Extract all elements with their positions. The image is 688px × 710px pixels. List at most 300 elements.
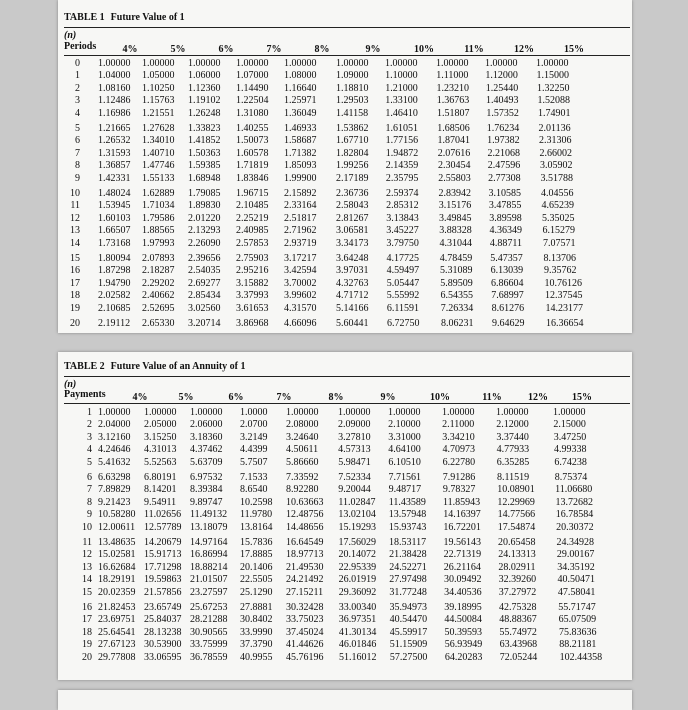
table-cell: 22.95339 [338, 561, 377, 573]
rate-header: 5% [170, 44, 186, 55]
table-cell: 1.58687 [284, 135, 317, 147]
table-cell: 2.18287 [142, 265, 175, 277]
table-cell: 5.7507 [240, 456, 268, 468]
table-cell: 8.14201 [144, 484, 177, 496]
table-cell: 4.78459 [439, 253, 473, 264]
row-period: 1 [75, 70, 80, 82]
table-cell: 34.40536 [444, 586, 482, 598]
table-cell: 6.74238 [554, 456, 587, 468]
table-cell: 1.40710 [142, 147, 175, 159]
table-cell: 1.00000 [286, 407, 319, 418]
table-cell: 21.38428 [389, 549, 427, 561]
table-cell: 17.71298 [144, 561, 182, 573]
table2-name: Future Value of an Annuity of 1 [110, 361, 246, 372]
table-cell: 13.02104 [338, 509, 376, 521]
table-cell: 12.37545 [545, 290, 583, 302]
table-cell: 1.61051 [385, 123, 418, 134]
table-cell: 2.36736 [336, 188, 369, 199]
table2-top-rule [64, 376, 630, 377]
table-cell: 6.54355 [440, 290, 473, 302]
table-cell: 6.97532 [190, 472, 223, 483]
table-cell: 42.75328 [499, 602, 537, 613]
table-cell: 55.74972 [499, 626, 537, 638]
table-cell: 2.09000 [338, 419, 371, 431]
table-cell: 15.7836 [240, 537, 273, 548]
table-cell: 28.02911 [498, 561, 536, 573]
table-cell: 102.44358 [559, 651, 603, 663]
table-cell: 5.98471 [338, 456, 371, 468]
table-cell: 33.75023 [286, 614, 324, 626]
table-cell: 3.06581 [336, 225, 369, 237]
table-cell: 1.71382 [284, 147, 317, 159]
table-cell: 1.25971 [284, 95, 317, 107]
table-cell: 29.36092 [338, 586, 377, 598]
table-cell: 2.40985 [236, 225, 269, 237]
rate-header: 7% [276, 392, 292, 403]
table-cell: 3.51788 [540, 172, 573, 184]
table-cell: 6.22780 [442, 456, 476, 468]
table-cell: 2.33164 [284, 200, 317, 212]
table-cell: 10.08901 [497, 484, 535, 496]
table-cell: 9.48717 [388, 484, 422, 496]
rate-header: 4% [122, 44, 138, 55]
rate-header: 6% [228, 392, 244, 403]
table-cell: 3.42594 [284, 265, 317, 277]
table-cell: 1.00000 [236, 58, 269, 69]
table-cell: 1.68506 [437, 123, 470, 134]
table-cell: 3.10585 [488, 188, 521, 199]
row-period: 4 [87, 444, 92, 456]
table-cell: 24.13313 [498, 549, 536, 561]
table-cell: 1.11000 [436, 70, 469, 82]
row-period: 0 [75, 58, 80, 69]
row-period: 5 [87, 456, 92, 468]
row-period: 10 [82, 521, 92, 533]
table-cell: 40.54470 [389, 614, 428, 626]
table-cell: 22.5505 [240, 574, 273, 586]
table-cell: 3.12160 [98, 431, 131, 443]
row-period: 3 [87, 431, 92, 443]
table-cell: 1.00000 [144, 407, 177, 418]
table-cell: 3.47855 [488, 200, 522, 212]
table-cell: 1.16640 [284, 82, 317, 94]
table-cell: 1.73168 [98, 237, 131, 249]
table2-header-rule [64, 403, 630, 404]
rate-header: 5% [178, 392, 194, 403]
table-cell: 12.00611 [98, 521, 136, 533]
table-cell: 20.02359 [98, 586, 136, 598]
table-cell: 23.69751 [98, 614, 136, 626]
table-cell: 8.6540 [240, 484, 268, 496]
table-cell: 16.78584 [555, 509, 594, 521]
table-cell: 2.10485 [236, 200, 269, 212]
table-cell: 1.00000 [284, 58, 317, 69]
table-cell: 15.19293 [338, 521, 376, 533]
table-cell: 11.49132 [190, 509, 228, 521]
table-cell: 4.32763 [336, 277, 369, 289]
table-cell: 40.9955 [240, 651, 273, 663]
table-cell: 1.36049 [284, 107, 317, 119]
rate-header: 8% [314, 44, 330, 55]
row-period: 17 [82, 614, 92, 626]
table-cell: 2.15000 [553, 419, 586, 431]
table2-title [64, 361, 246, 372]
table-cell: 4.64100 [388, 444, 421, 456]
row-period: 16 [70, 265, 80, 277]
table-cell: 1.32250 [537, 82, 570, 94]
table-cell: 4.36349 [489, 225, 523, 237]
table-cell: 51.15909 [389, 639, 428, 651]
table-cell: 2.12000 [496, 419, 529, 431]
table-cell: 1.52088 [537, 95, 570, 107]
table-cell: 1.46410 [385, 107, 418, 119]
table-cell: 30.8402 [240, 614, 273, 626]
table-cell: 5.86660 [286, 456, 319, 468]
table1-header-rule [64, 55, 630, 56]
table-cell: 1.48024 [98, 188, 131, 199]
table-cell: 30.32428 [286, 602, 324, 613]
table-cell: 9.21423 [98, 496, 131, 508]
table-cell: 1.10000 [385, 70, 418, 82]
table-cell: 2.77308 [488, 172, 521, 184]
table-cell: 4.57313 [338, 444, 371, 456]
table-cell: 7.26334 [440, 302, 474, 314]
table-cell: 1.09000 [336, 70, 369, 82]
table-cell: 1.00000 [388, 407, 421, 418]
table-cell: 30.53900 [144, 639, 182, 651]
table-cell: 2.39656 [188, 253, 221, 264]
table-cell: 65.07509 [558, 614, 597, 626]
table-cell: 33.75999 [190, 639, 228, 651]
table-cell: 2.21068 [487, 147, 520, 159]
table-cell: 1.22504 [236, 95, 269, 107]
table-cell: 10.76126 [544, 277, 582, 289]
table-cell: 1.94872 [385, 147, 419, 159]
table-cell: 19.59863 [144, 574, 182, 586]
row-period: 16 [82, 602, 92, 613]
row-period: 2 [87, 419, 92, 431]
table-cell: 10.2598 [240, 496, 273, 508]
table-cell: 8.11519 [497, 472, 530, 483]
table-cell: 2.11000 [442, 419, 475, 431]
table-cell: 1.97993 [142, 237, 175, 249]
table-cell: 1.00000 [496, 407, 529, 418]
table-cell: 1.08000 [284, 70, 317, 82]
table-cell: 4.4399 [240, 444, 268, 456]
table-cell: 1.40493 [486, 95, 519, 107]
table-cell: 1.00000 [485, 58, 518, 69]
table-cell: 6.15279 [542, 225, 575, 237]
table-cell: 1.80094 [98, 253, 131, 264]
table-cell: 7.33592 [286, 472, 319, 483]
table-cell: 2.40662 [142, 290, 175, 302]
table-cell: 4.04556 [541, 188, 574, 199]
table-cell: 6.10510 [388, 456, 421, 468]
table-cell: 48.88367 [499, 614, 537, 626]
table2-payments-label: Payments [64, 389, 106, 400]
table-cell: 18.88214 [190, 561, 228, 573]
table-cell: 4.31044 [439, 237, 472, 249]
table-cell: 11.85943 [443, 496, 481, 508]
table-cell: 6.11591 [386, 302, 420, 314]
table-cell: 3.86968 [236, 318, 269, 329]
table-cell: 1.67710 [336, 135, 369, 147]
table-cell: 1.57352 [486, 107, 519, 119]
table-cell: 1.94790 [98, 277, 131, 289]
table-cell: 4.66096 [284, 318, 317, 329]
table-cell: 25.64541 [98, 626, 136, 638]
table-cell: 1.19102 [188, 95, 221, 107]
table-cell: 16.72201 [443, 521, 481, 533]
table-cell: 1.71034 [142, 200, 175, 212]
table-cell: 88.21181 [559, 639, 597, 651]
table-cell: 2.01136 [538, 123, 571, 134]
table-cell: 1.59385 [188, 160, 221, 172]
table-cell: 1.12360 [188, 82, 221, 94]
table-cell: 1.18810 [336, 82, 369, 94]
table-cell: 1.00000 [442, 407, 475, 418]
table-cell: 2.13293 [188, 225, 221, 237]
table-cell: 8.06231 [441, 318, 474, 329]
table-cell: 8.61276 [491, 302, 525, 314]
table-cell: 5.14166 [336, 302, 369, 314]
table-cell: 18.29191 [98, 574, 136, 586]
table-cell: 1.00000 [98, 407, 131, 418]
table-cell: 1.34010 [142, 135, 175, 147]
table-cell: 1.76234 [486, 123, 520, 134]
table-cell: 4.70973 [442, 444, 475, 456]
row-period: 2 [75, 82, 80, 94]
table-cell: 7.89829 [98, 484, 131, 496]
table-cell: 7.52334 [338, 472, 371, 483]
table1-title [64, 12, 185, 23]
table-cell: 1.14490 [236, 82, 269, 94]
table-cell: 3.34173 [336, 237, 369, 249]
table-cell: 2.65330 [142, 318, 175, 329]
table-cell: 55.71747 [558, 602, 596, 613]
table-cell: 8.13706 [543, 253, 576, 264]
table-cell: 3.45227 [386, 225, 419, 237]
table-cell: 3.37993 [236, 290, 269, 302]
row-period: 13 [82, 561, 92, 573]
table-cell: 46.01846 [338, 639, 377, 651]
table-cell: 6.63298 [98, 472, 131, 483]
row-period: 8 [75, 160, 80, 172]
table-cell: 6.86604 [490, 277, 524, 289]
row-period: 13 [70, 225, 80, 237]
table-cell: 1.83846 [236, 172, 269, 184]
table-cell: 4.24646 [98, 444, 131, 456]
table-cell: 1.36763 [436, 95, 470, 107]
table-cell: 29.00167 [556, 549, 595, 561]
table-cell: 1.00000 [385, 58, 418, 69]
table-cell: 2.47596 [487, 160, 521, 172]
row-period: 6 [75, 135, 80, 147]
table-cell: 13.57948 [388, 509, 427, 521]
table-cell: 1.88565 [142, 225, 175, 237]
table-cell: 5.41632 [98, 456, 131, 468]
table1-name: Future Value of 1 [110, 12, 185, 23]
table-cell: 9.78327 [442, 484, 476, 496]
table-cell: 56.93949 [444, 639, 483, 651]
table-cell: 4.17725 [386, 253, 419, 264]
table-cell: 5.35025 [542, 212, 575, 224]
table-cell: 5.55992 [386, 290, 420, 302]
table-cell: 23.65749 [144, 602, 182, 613]
table-cell: 3.15250 [144, 431, 177, 443]
row-period: 3 [75, 95, 80, 107]
table-cell: 72.05244 [499, 651, 538, 663]
row-period: 9 [75, 172, 80, 184]
table-cell: 1.74901 [538, 107, 571, 119]
table-cell: 4.37462 [190, 444, 223, 456]
table-cell: 1.0000 [240, 407, 268, 418]
table-cell: 3.61653 [236, 302, 269, 314]
table-cell: 3.37440 [496, 431, 529, 443]
table-cell: 1.27628 [142, 123, 175, 134]
table-cell: 2.14359 [385, 160, 419, 172]
table-cell: 1.00000 [190, 407, 223, 418]
table-cell: 16.86994 [190, 549, 228, 561]
table-cell: 1.41158 [336, 107, 369, 119]
table-cell: 7.71561 [388, 472, 421, 483]
table-cell: 2.10000 [388, 419, 421, 431]
row-period: 20 [82, 651, 92, 663]
table-cell: 27.97498 [389, 574, 427, 586]
table-cell: 2.59374 [386, 188, 419, 199]
table-cell: 16.64549 [286, 537, 324, 548]
table-cell: 2.06000 [190, 419, 223, 431]
table-cell: 13.18079 [190, 521, 228, 533]
row-period: 14 [82, 574, 92, 586]
row-period: 17 [70, 277, 80, 289]
table-cell: 1.77156 [385, 135, 419, 147]
table-cell: 1.29503 [336, 95, 369, 107]
rate-header: 4% [132, 392, 148, 403]
table-cell: 30.09492 [443, 574, 482, 586]
table-cell: 2.54035 [188, 265, 221, 277]
table-cell: 1.31080 [236, 107, 269, 119]
table-cell: 1.12486 [98, 95, 131, 107]
table-cell: 1.05000 [142, 70, 175, 82]
table-cell: 9.20044 [338, 484, 371, 496]
table-cell: 2.57853 [236, 237, 269, 249]
table-cell: 3.18360 [190, 431, 223, 443]
table-cell: 9.54911 [144, 496, 177, 508]
row-period: 14 [70, 237, 80, 249]
table-cell: 1.23210 [436, 82, 469, 94]
table-cell: 1.25440 [485, 82, 519, 94]
table-cell: 16.62684 [98, 561, 136, 573]
rate-header: 8% [328, 392, 344, 403]
table-cell: 19.56143 [443, 537, 481, 548]
table-cell: 25.67253 [190, 602, 228, 613]
table-cell: 2.29202 [142, 277, 175, 289]
table-cell: 4.31570 [284, 302, 317, 314]
table-cell: 2.07893 [142, 253, 175, 264]
table-cell: 11.9780 [240, 509, 273, 521]
table-cell: 1.33823 [188, 123, 221, 134]
table-cell: 16.36654 [546, 318, 584, 329]
table-cell: 5.47357 [490, 253, 523, 264]
table-cell: 2.26090 [188, 237, 221, 249]
table-cell: 37.27972 [498, 586, 537, 598]
table-cell: 7.07571 [543, 237, 576, 249]
table-cell: 13.8164 [240, 521, 273, 533]
table-cell: 3.70002 [284, 277, 317, 289]
table-cell: 2.0700 [240, 419, 268, 431]
table-cell: 3.49845 [439, 212, 472, 224]
table-cell: 2.66002 [539, 147, 572, 159]
table-cell: 2.95216 [236, 265, 269, 277]
table-cell: 2.02582 [98, 290, 131, 302]
table-cell: 1.00000 [142, 58, 175, 69]
table-cell: 2.85434 [188, 290, 221, 302]
row-period: 18 [70, 290, 80, 302]
table-cell: 25.1290 [240, 586, 273, 598]
table-cell: 39.18995 [444, 602, 482, 613]
table-cell: 29.77808 [98, 651, 136, 663]
table-cell: 2.01220 [188, 212, 221, 224]
table-cell: 1.00000 [553, 407, 586, 418]
table-cell: 21.49530 [286, 561, 324, 573]
rate-header: 6% [218, 44, 234, 55]
table-cell: 1.15000 [536, 70, 569, 82]
table-cell: 3.31000 [388, 431, 421, 443]
table-cell: 1.79085 [188, 188, 221, 199]
table-cell: 1.99900 [284, 172, 317, 184]
table-cell: 1.42331 [98, 172, 131, 184]
table-cell: 24.21492 [286, 574, 324, 586]
table-cell: 11.02847 [338, 496, 376, 508]
row-period: 15 [70, 253, 80, 264]
table2-page [58, 352, 632, 680]
table-cell: 11.02656 [144, 509, 182, 521]
table-cell: 2.07616 [437, 147, 471, 159]
table-cell: 24.34928 [556, 537, 594, 548]
table-cell: 1.89830 [188, 200, 221, 212]
table-cell: 1.97382 [487, 135, 520, 147]
table-cell: 14.77566 [497, 509, 536, 521]
table-cell: 20.30372 [556, 521, 594, 533]
table-cell: 7.1533 [240, 472, 268, 483]
table-cell: 3.34210 [442, 431, 475, 443]
table2-number: TABLE 2 [64, 361, 105, 372]
table-cell: 5.60441 [336, 318, 369, 329]
table-cell: 44.50084 [444, 614, 482, 626]
rate-header: 11% [482, 392, 502, 403]
row-period: 6 [87, 472, 92, 483]
table-cell: 14.48656 [286, 521, 324, 533]
table-cell: 17.56029 [338, 537, 376, 548]
table-cell: 2.58043 [336, 200, 369, 212]
table-cell: 1.99256 [336, 160, 369, 172]
table-cell: 1.62889 [142, 188, 175, 199]
table-cell: 21.57856 [144, 586, 182, 598]
table-cell: 41.44626 [286, 639, 324, 651]
table-cell: 1.00000 [188, 58, 221, 69]
table-cell: 7.91286 [442, 472, 476, 483]
table-cell: 1.87298 [98, 265, 131, 277]
table-cell: 36.97351 [338, 614, 377, 626]
rate-header: 9% [365, 44, 381, 55]
table-cell: 75.83636 [558, 626, 597, 638]
table-cell: 31.77248 [389, 586, 427, 598]
table-cell: 1.41852 [188, 135, 221, 147]
table-cell: 1.60578 [236, 147, 269, 159]
row-period: 12 [82, 549, 92, 561]
row-period: 12 [70, 212, 80, 224]
